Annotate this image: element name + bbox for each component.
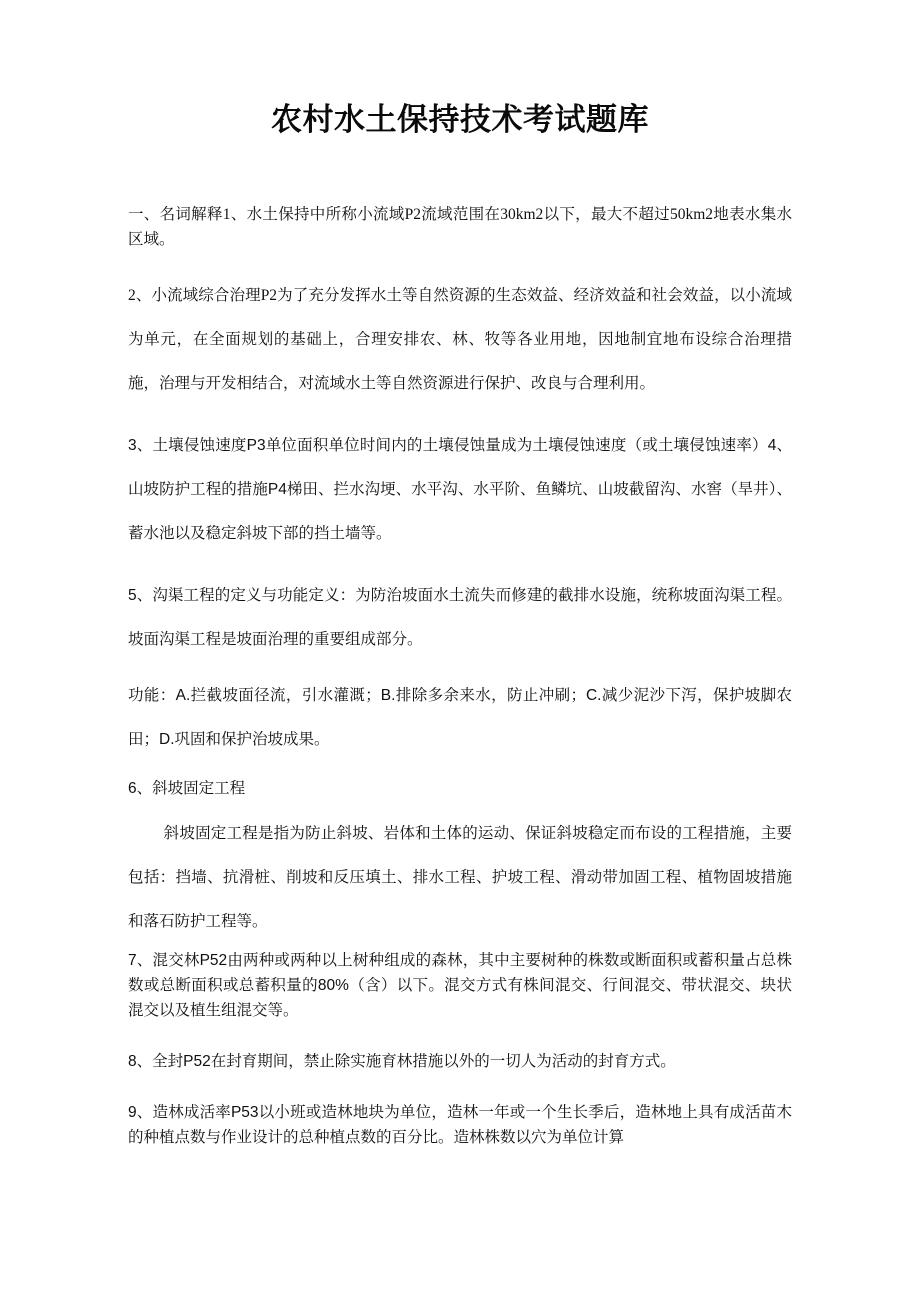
paragraph-item-5-functions: 功能：A.拦截坡面径流，引水灌溉；B.排除多余来水，防止冲刷；C.减少泥沙下泻，保护坡脚农田；D.巩固和保护治坡成果。 (128, 687, 792, 748)
paragraph-item-7: 7、混交林P52由两种或两种以上树种组成的森林，其中主要树种的株数或断面积或蓄积量占总株数或总断面积或总蓄积量的80%（含）以下。混交方式有株间混交、行间混交、带状混交、块状混交以及植生组混交等。 (128, 952, 792, 1019)
paragraph-item-2: 2、小流域综合治理P2为了充分发挥水土等自然资源的生态效益、经济效益和社会效益，以小流域为单元，在全面规划的基础上，合理安排农、林、牧等各业用地，因地制宜地布设综合治理措施，治理与开发相结合，对流域水土等自然资源进行保护、改良与合理利用。 (128, 287, 792, 392)
paragraph-item-6-body: 斜坡固定工程是指为防止斜坡、岩体和土体的运动、保证斜坡稳定而布设的工程措施，主要包括：挡墙、抗滑桩、削坡和反压填土、排水工程、护坡工程、滑动带加固工程、植物固坡措施和落石防护工程等。 (128, 825, 792, 930)
paragraph-definitions-intro: 一、名词解释1、水土保持中所称小流域P2流域范围在30km2以下，最大不超过50km2地表水集水区域。 (128, 206, 792, 248)
paragraph-item-8: 8、全封P52在封育期间，禁止除实施育林措施以外的一切人为活动的封育方式。 (128, 1053, 676, 1070)
page-title: 农村水土保持技术考试题库 (271, 102, 649, 137)
paragraph-item-3-and-4: 3、土壤侵蚀速度P3单位面积单位时间内的土壤侵蚀量成为土壤侵蚀速度（或土壤侵蚀速率）4、山坡防护工程的措施P4梯田、拦水沟埂、水平沟、水平阶、鱼鳞坑、山坡截留沟、水窖（旱井）、蓄水池以及稳定斜坡下部的挡土墙等。 (128, 437, 792, 542)
document-content (128, 0, 792, 1150)
heading-item-6: 6、斜坡固定工程 (128, 780, 246, 797)
paragraph-item-5: 5、沟渠工程的定义与功能定义：为防治坡面水土流失而修建的截排水设施，统称坡面沟渠工程。坡面沟渠工程是坡面治理的重要组成部分。 (128, 587, 792, 648)
paragraph-item-9: 9、造林成活率P53以小班或造林地块为单位，造林一年或一个生长季后，造林地上具有成活苗木的种植点数与作业设计的总种植点数的百分比。造林株数以穴为单位计算 (128, 1104, 792, 1146)
